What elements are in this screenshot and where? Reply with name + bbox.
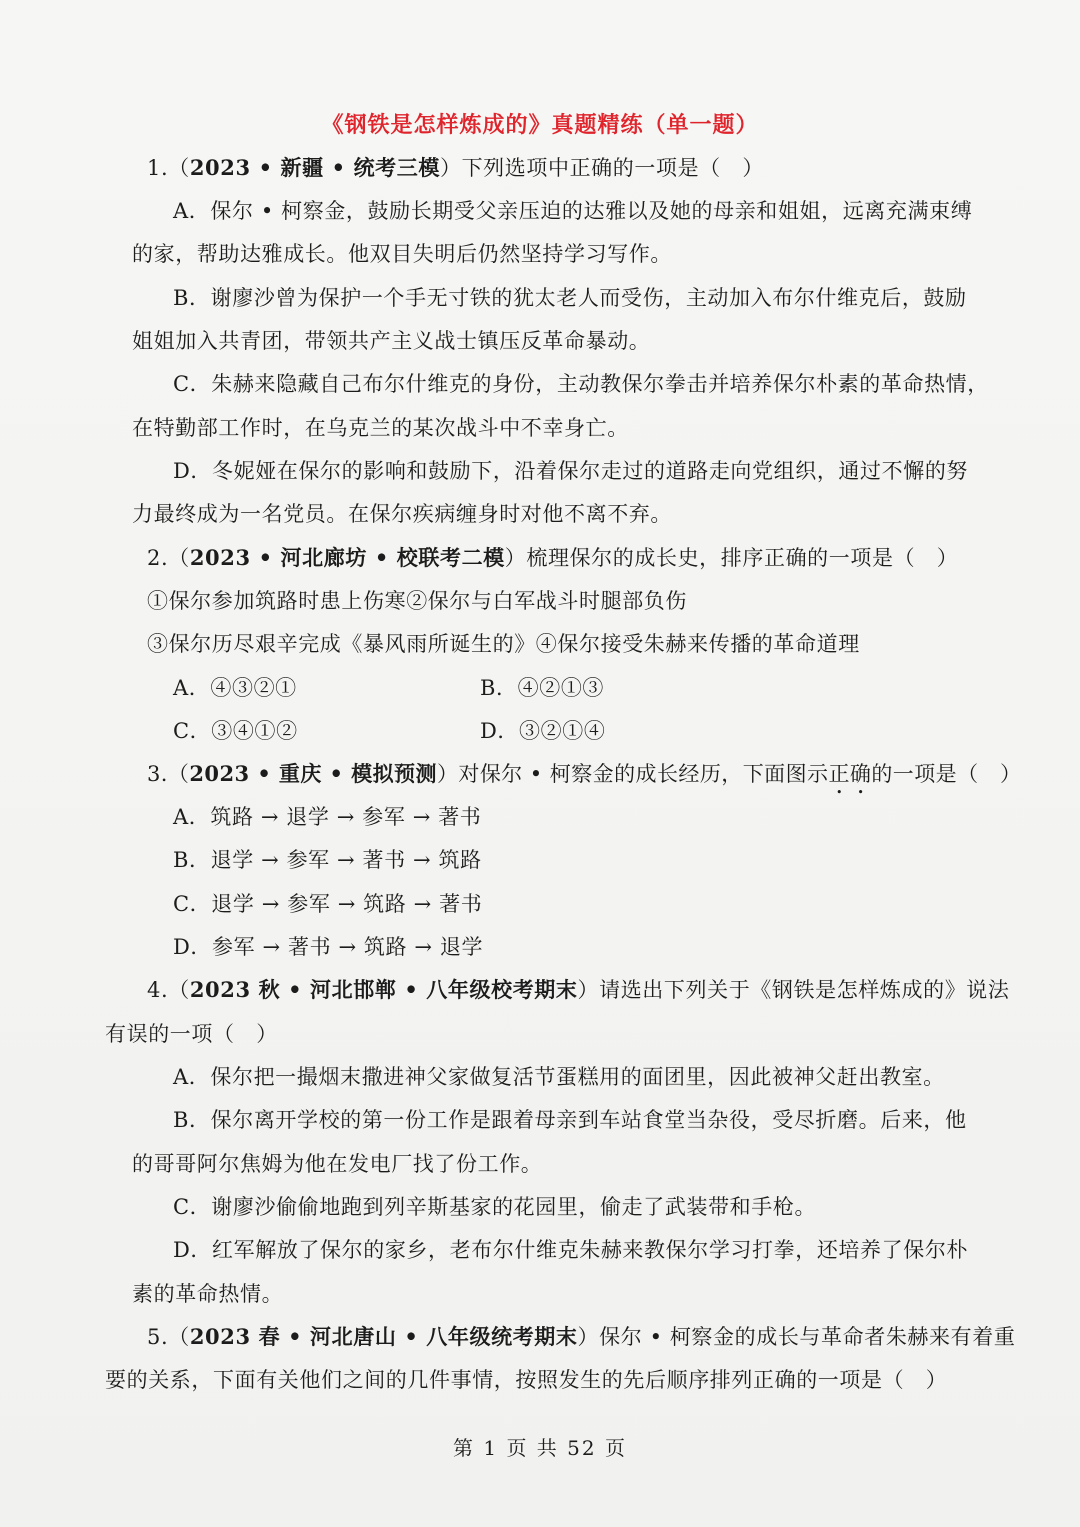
- q3-option-d: D．参军 → 著书 → 筑路 → 退学: [173, 935, 484, 959]
- q1-option-b-line1: B．谢廖沙曾为保护一个手无寸铁的犹太老人而受伤，主动加入布尔什维克后，鼓励: [173, 286, 967, 310]
- page-footer: 第 1 页 共 52 页: [453, 1436, 627, 1460]
- question-text: ）请选出下列关于《钢铁是怎样炼成的》说法: [577, 978, 1010, 1002]
- question-text: ）保尔 • 柯察金的成长与革命者朱赫来有着重: [577, 1325, 1016, 1349]
- question-number: 1.（: [147, 156, 190, 180]
- q4-option-d-line2: 素的革命热情。: [132, 1282, 284, 1306]
- question-5-stem: [147, 1323, 1015, 1351]
- q2-option-c: C．③④①②: [173, 719, 298, 743]
- question-number: 4.（: [147, 978, 190, 1002]
- question-4-stem: [147, 976, 1010, 1004]
- q2-items-line1: ①保尔参加筑路时患上伤寒②保尔与白军战斗时腿部负伤: [147, 589, 687, 613]
- question-number: 2.（: [147, 546, 190, 570]
- q1-option-a-line2: 的家，帮助达雅成长。他双目失明后仍然坚持学习写作。: [132, 242, 672, 266]
- question-text: ）下列选项中正确的一项是（ ）: [439, 156, 764, 180]
- question-3-stem: [147, 760, 1021, 799]
- q4-option-c: C．谢廖沙偷偷地跑到列辛斯基家的花园里，偷走了武装带和手枪。: [173, 1195, 817, 1219]
- q3-option-a: A．筑路 → 退学 → 参军 → 著书: [173, 805, 482, 829]
- question-4-stem-line2: 有误的一项（ ）: [105, 1022, 278, 1046]
- q2-items-line2: ③保尔历尽艰辛完成《暴风雨所诞生的》④保尔接受朱赫来传播的革命道理: [147, 632, 860, 656]
- q2-option-d: D．③②①④: [480, 719, 606, 743]
- q1-option-d-line1: D．冬妮娅在保尔的影响和鼓励下，沿着保尔走过的道路走向党组织，通过不懈的努: [173, 459, 969, 483]
- q3-option-c: C．退学 → 参军 → 筑路 → 著书: [173, 892, 483, 916]
- q4-option-b-line2: 的哥哥阿尔焦姆为他在发电厂找了份工作。: [132, 1152, 543, 1176]
- q4-option-a: A．保尔把一撮烟末撒进神父家做复活节蛋糕用的面团里，因此被神父赶出教室。: [173, 1065, 945, 1089]
- question-2-stem: [147, 544, 958, 572]
- q1-option-b-line2: 姐姐加入共青团，带领共产主义战士镇压反革命暴动。: [132, 329, 651, 353]
- q1-option-c-line2: 在特勤部工作时，在乌克兰的某次战斗中不幸身亡。: [132, 416, 629, 440]
- q1-option-a-line1: A．保尔 • 柯察金，鼓励长期受父亲压迫的达雅以及她的母亲和姐姐，远离充满束缚: [173, 199, 973, 223]
- question-text: ）梳理保尔的成长史，排序正确的一项是（ ）: [504, 546, 959, 570]
- question-text: ）对保尔 • 柯察金的成长经历，下面图示: [436, 762, 829, 786]
- question-source: 2023 • 河北廊坊 • 校联考二模: [189, 545, 505, 570]
- question-source: 2023 • 新疆 • 统考三模: [189, 155, 440, 180]
- question-5-stem-line2: 要的关系，下面有关他们之间的几件事情，按照发生的先后顺序排列正确的一项是（ ）: [105, 1368, 948, 1392]
- question-1-stem: [147, 154, 764, 182]
- document-title: 《钢铁是怎样炼成的》真题精练（单一题）: [321, 112, 759, 138]
- question-text-end: 的一项是（ ）: [871, 762, 1022, 786]
- question-source: 2023 • 重庆 • 模拟预测: [189, 761, 437, 786]
- question-source: 2023 春 • 河北唐山 • 八年级统考期末: [189, 1324, 578, 1349]
- q4-option-b-line1: B．保尔离开学校的第一份工作是跟着母亲到车站食堂当杂役，受尽折磨。后来，他: [173, 1108, 967, 1132]
- emphasis-dotted-text: 正确: [828, 762, 872, 786]
- q1-option-c-line1: C．朱赫来隐藏自己布尔什维克的身份，主动教保尔拳击并培养保尔朴素的革命热情，: [173, 372, 989, 396]
- q1-option-d-line2: 力最终成为一名党员。在保尔疾病缠身时对他不离不弃。: [132, 502, 672, 526]
- question-number: 3.（: [147, 762, 190, 786]
- q2-option-a: A．④③②①: [173, 676, 297, 700]
- question-number: 5.（: [147, 1325, 190, 1349]
- question-source: 2023 秋 • 河北邯郸 • 八年级校考期末: [189, 977, 578, 1002]
- q4-option-d-line1: D．红军解放了保尔的家乡，老布尔什维克朱赫来教保尔学习打拳，还培养了保尔朴: [173, 1238, 969, 1262]
- q3-option-b: B．退学 → 参军 → 著书 → 筑路: [173, 848, 482, 872]
- q2-option-b: B．④②①③: [480, 676, 605, 700]
